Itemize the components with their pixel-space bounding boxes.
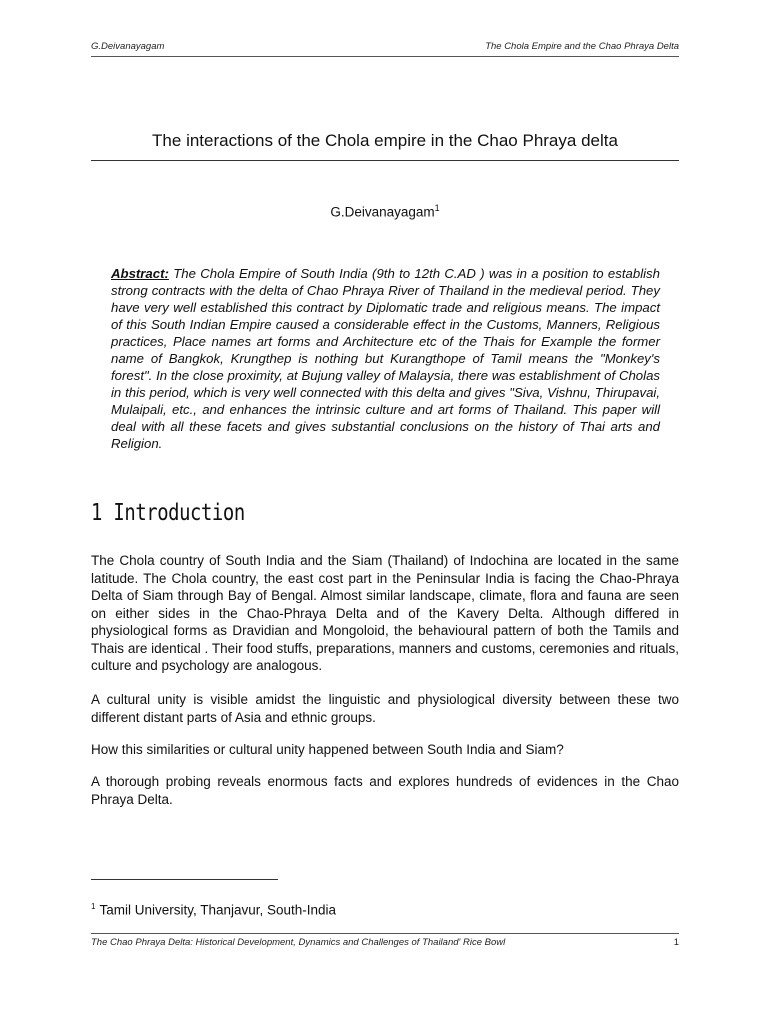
running-footer bbox=[91, 933, 679, 948]
footnote-text: Tamil University, Thanjavur, South-India bbox=[99, 902, 337, 918]
page-number: 1 bbox=[673, 937, 679, 948]
author-name: G.Deivanayagam bbox=[330, 204, 435, 220]
footer-publication: The Chao Phraya Delta: Historical Development, Dynamics and Challenges of Thailand' Rice Bowl bbox=[91, 937, 506, 948]
header-paper-title: The Chola Empire and the Chao Phraya Delta bbox=[485, 41, 679, 52]
running-header bbox=[91, 41, 679, 57]
author-footnote-mark: 1 bbox=[434, 203, 440, 213]
abstract-text: The Chola Empire of South India (9th to 12th C.AD ) was in a position to establish strong contracts with the delta of Chao Phraya River of Thailand in the medieval period. They have very well established this contract by Diplomatic trade and religious means. The impact of this South Indian Empire caused a considerable effect in the Customs, Manners, Religious practices, Place names art forms and Architecture etc of the Thais for Example the former name of Bangkok, Krungthep is nothing but Kurangthope of Tamil means the "Monkey's forest". In the close proximity, at Bujung valley of Malaysia, there was establishment of Cholas in this period, which is very well connected with this delta and gives "Siva, Vishnu, Thirupavai, Mulaipali, etc., and enhances the intrinsic culture and art forms of Thailand. This paper will deal with all these facets and gives substantial conclusions on the history of Thai arts and Religion. bbox=[111, 266, 660, 451]
abstract bbox=[111, 265, 660, 452]
body-paragraph: A cultural unity is visible amidst the linguistic and physiological diversity between these two different distant parts of Asia and ethnic groups. bbox=[91, 692, 679, 725]
body-paragraph: The Chola country of South India and the Siam (Thailand) of Indochina are located in the same latitude. The Chola country, the east cost part in the Peninsular India is facing the Chao-Phraya Delta of Siam through Bay of Bengal. Almost similar landscape, climate, flora and fauna are seen on either sides in the Chao-Phraya Delta and of the Kavery Delta. Although differed in physiological forms as Dravidian and Mongoloid, the behavioural pattern of both the Tamils and Thais are identical . Their food stuffs, preparations, manners and customs, ceremonies and rituals, culture and psychology are analogous. bbox=[91, 553, 679, 673]
abstract-label: Abstract: bbox=[111, 266, 169, 281]
footnote bbox=[91, 902, 336, 918]
body-paragraph: How this similarities or cultural unity happened between South India and Siam? bbox=[91, 742, 564, 757]
author-line bbox=[91, 203, 679, 220]
section-heading bbox=[91, 500, 245, 526]
section-title: Introduction bbox=[113, 500, 245, 526]
body-paragraph: A thorough probing reveals enormous facts and explores hundreds of evidences in the Chao Phraya Delta. bbox=[91, 774, 679, 807]
section-number: 1 bbox=[91, 500, 102, 526]
paper-title: The interactions of the Chola empire in the Chao Phraya delta bbox=[91, 131, 679, 161]
footnote-divider bbox=[91, 879, 278, 880]
header-author: G.Deivanayagam bbox=[91, 41, 165, 52]
footnote-mark: 1 bbox=[91, 902, 96, 911]
